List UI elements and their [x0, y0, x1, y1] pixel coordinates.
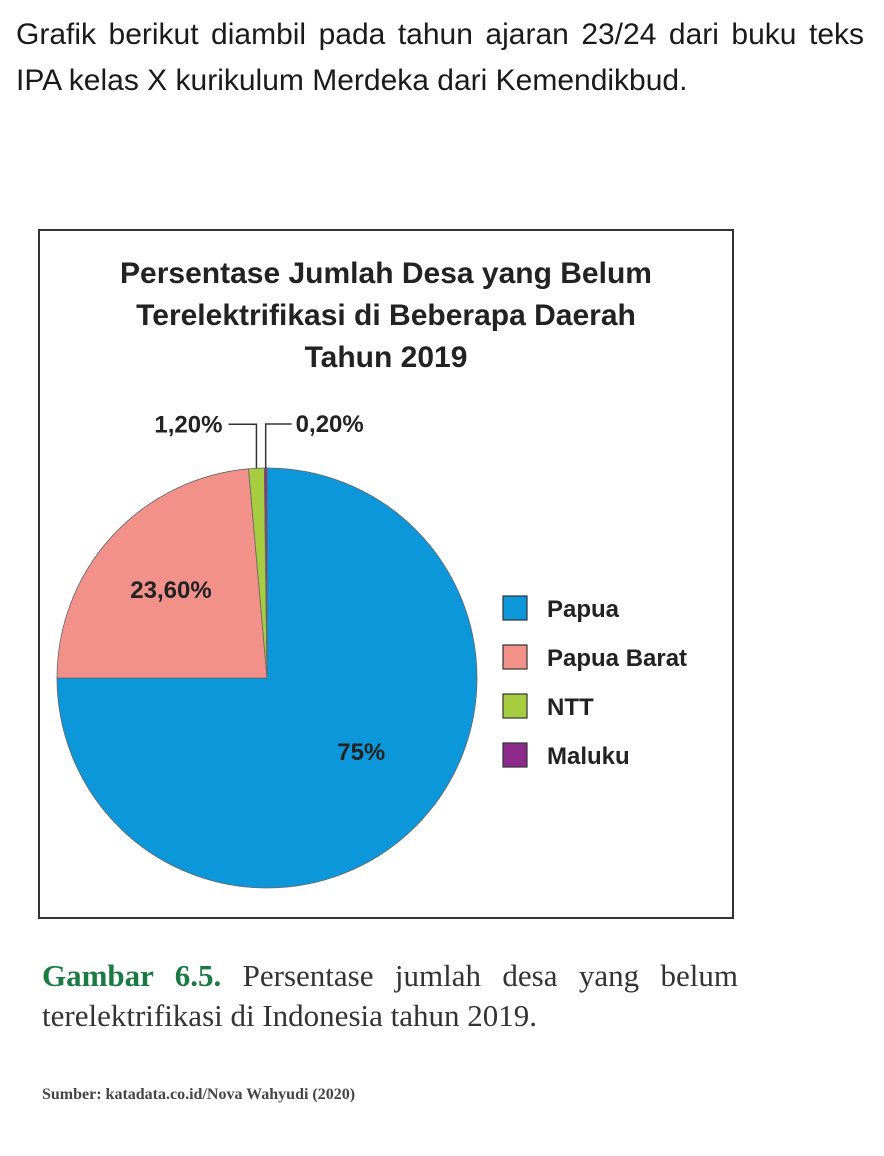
caption-text: Persentase jumlah desa yang belum terelektrifikasi di Indonesia tahun 2019. [42, 958, 738, 1033]
chart-title-line-2: Terelektrifikasi di Beberapa Daerah [136, 299, 636, 332]
chart-title-line-1: Persentase Jumlah Desa yang Belum [120, 257, 652, 290]
legend-label-papua: Papua [547, 596, 620, 623]
data-label-papua-barat: 23,60% [130, 577, 212, 605]
data-label-papua: 75% [337, 739, 386, 767]
legend-label-papua-barat: Papua Barat [547, 645, 688, 672]
chart-title-line-3: Tahun 2019 [304, 341, 468, 374]
legend-swatch-papua [503, 596, 527, 620]
legend-swatch-ntt [503, 694, 527, 718]
legend-swatch-maluku [503, 743, 527, 767]
legend-swatch-papua-barat [503, 645, 527, 669]
chart-frame [38, 229, 734, 919]
pie-slice-papua-barat [57, 469, 267, 678]
legend-label-maluku: Maluku [547, 743, 630, 770]
data-label-maluku: 0,20% [295, 411, 364, 439]
source-credit: Sumber: katadata.co.id/Nova Wahyudi (2020) [42, 1086, 356, 1103]
figure-number: Gambar 6.5. [42, 958, 222, 993]
pie-chart [40, 231, 732, 917]
leader-line-maluku [266, 424, 292, 468]
intro-text: Grafik berikut diambil pada tahun ajaran 23/24 dari buku teks IPA kelas X kurikulum Merdeka dari Kemendikbud. [16, 18, 864, 97]
figure-caption [42, 956, 738, 1036]
leader-line-ntt [228, 424, 256, 468]
legend-label-ntt: NTT [547, 694, 594, 721]
data-label-ntt: 1,20% [154, 411, 223, 439]
